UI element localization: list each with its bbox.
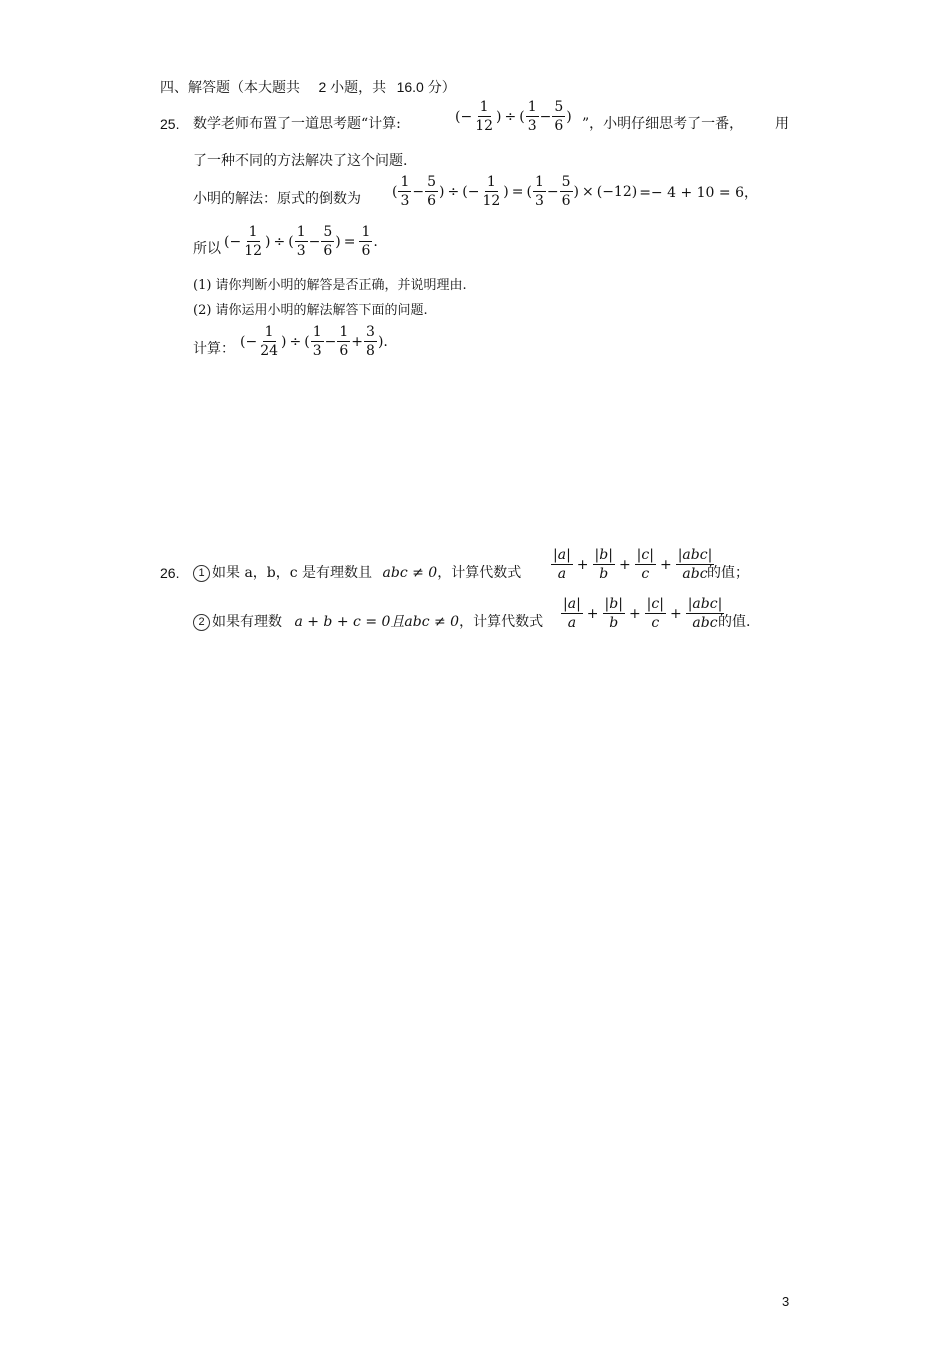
q26-part1-mid: ，计算代数式 (437, 565, 522, 581)
q26-part2-expression: $\frac{|a|}{a}$ + $\frac{|b|}{b}$ + $\frac{|c|}{c}$ + $\frac{\text{|abc|}}{\text{abc}}$ (563, 596, 723, 631)
q25-intro: 数学老师布置了一道思考题“计算: (193, 116, 401, 132)
section-count: 2 小题，共 (318, 79, 387, 95)
q26-part2 (193, 613, 543, 631)
q26-part2-circle: 2 (193, 614, 210, 631)
section-score: 16.0 分） (396, 79, 456, 95)
q25-calc-label: 计算： (193, 341, 235, 357)
q26-part1-text: 如果 a，b，c 是有理数且 (212, 565, 373, 581)
q25-part2: (2) 请你运用小明的解法解答下面的问题. (193, 303, 428, 318)
q26-part1 (193, 564, 521, 582)
section-heading (160, 78, 456, 97)
q25-so-expression: (− $\frac{1}{12}$ ) ÷ ( $\frac{1}{3}$ − $\frac{5}{6}$ ) = $\frac{1}{6}$ . (224, 224, 378, 259)
q25-intro-end: ”，小明仔细思考了一番， (582, 116, 744, 132)
q25-intro-tail: 用 (775, 116, 789, 132)
section-heading-text: 四、解答题（本大题共 (160, 80, 300, 96)
q25-calc-expression: (− $\frac{1}{24}$ ) ÷ ( $\frac{1}{3}$ − $\frac{1}{6}$ + $\frac{3}{8}$ ). (240, 324, 388, 359)
q26-part1-end: 的值； (707, 565, 749, 581)
q26-part1-circle: 1 (193, 565, 210, 582)
q25-line2: 了一种不同的方法解决了这个问题. (193, 153, 408, 169)
q25-number: 25. (160, 116, 180, 132)
q25-solution-label: 小明的解法：原式的倒数为 (193, 191, 361, 207)
q26-part2-cond: a + b + c = 0且abc ≠ 0 (294, 614, 460, 630)
q25-expression: (− $\frac{1}{12}$ ) ÷ ( $\frac{1}{3}$ − $\frac{5}{6}$ ) (455, 99, 572, 134)
q25-solution-result: =− 4 + 10 = 6， (639, 184, 759, 201)
q26-part1-expression: $\frac{|a|}{a}$ + $\frac{|b|}{b}$ + $\frac{|c|}{c}$ + $\frac{\text{|abc|}}{\text{abc}}$ (553, 547, 713, 582)
page-number: 3 (782, 1294, 790, 1309)
q25-part1: (1) 请你判断小明的解答是否正确，并说明理由. (193, 278, 467, 293)
q26-number: 26. (160, 565, 180, 581)
q25-so-label: 所以 (193, 241, 221, 257)
q25-solution-expression: ( $\frac{1}{3}$ − $\frac{5}{6}$ ) ÷ (− $\frac{1}{12}$ ) = ( $\frac{1}{3}$ − $\frac{5}{6}$ ) × (−12) =− 4 + 10 = 6， (392, 174, 759, 209)
q26-part1-cond: abc ≠ 0 (382, 565, 438, 581)
q26-part2-end: 的值. (718, 614, 751, 630)
q26-part2-text: 如果有理数 (212, 614, 282, 630)
q26-part2-mid: ，计算代数式 (459, 614, 544, 630)
